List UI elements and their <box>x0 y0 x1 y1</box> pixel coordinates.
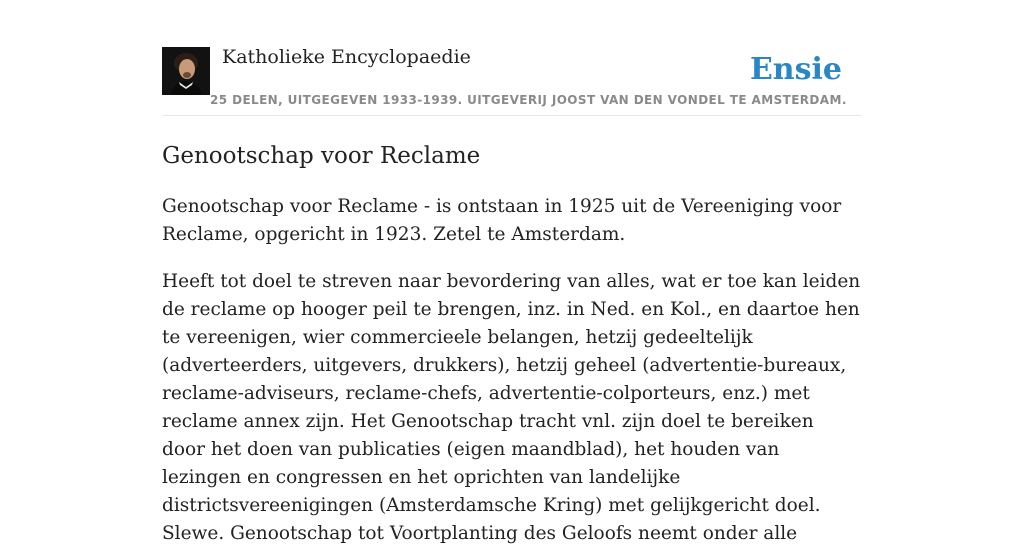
ensie-logo[interactable]: Ensie <box>749 52 842 87</box>
portrait-icon <box>162 47 210 95</box>
page <box>162 0 862 544</box>
article-paragraph-1: Genootschap voor Reclame - is ontstaan in 1925 uit de Vereeniging voor Reclame, opgericht in 1923. Zetel te Amsterdam. <box>162 196 842 245</box>
article-title: Genootschap voor Reclame <box>162 143 481 169</box>
avatar[interactable] <box>162 47 210 95</box>
publication-header <box>162 0 862 116</box>
publication-meta: 25 DELEN, UITGEGEVEN 1933-1939. UITGEVERIJ JOOST VAN DEN VONDEL TE AMSTERDAM. <box>210 93 847 107</box>
publication-title[interactable]: Katholieke Encyclopaedie <box>222 46 471 68</box>
article-paragraph-2: Heeft tot doel te streven naar bevordering van alles, wat er toe kan leiden de reclame op hooger peil te brengen, inz. in Ned. en Kol., en daartoe hen te vereenigen, wier commercieele belangen, hetzij gedeeltelijk (adverteerders, uitgevers, drukkers), hetzij geheel (advertentie-bureaux, reclame-adviseurs, reclame-chefs, advertentie-colporteurs, enz.) met reclame annex zijn. Het Genootschap tracht vnl. zijn doel te bereiken door het doen van publicaties (eigen maandblad), het houden van lezingen en congressen en het oprichten van landelijke districtsvereenigingen (Amsterdamsche Kring) met gelijkgericht doel. Slewe. Genootschap tot Voortplanting des Geloofs neemt onder alle <box>162 271 861 544</box>
